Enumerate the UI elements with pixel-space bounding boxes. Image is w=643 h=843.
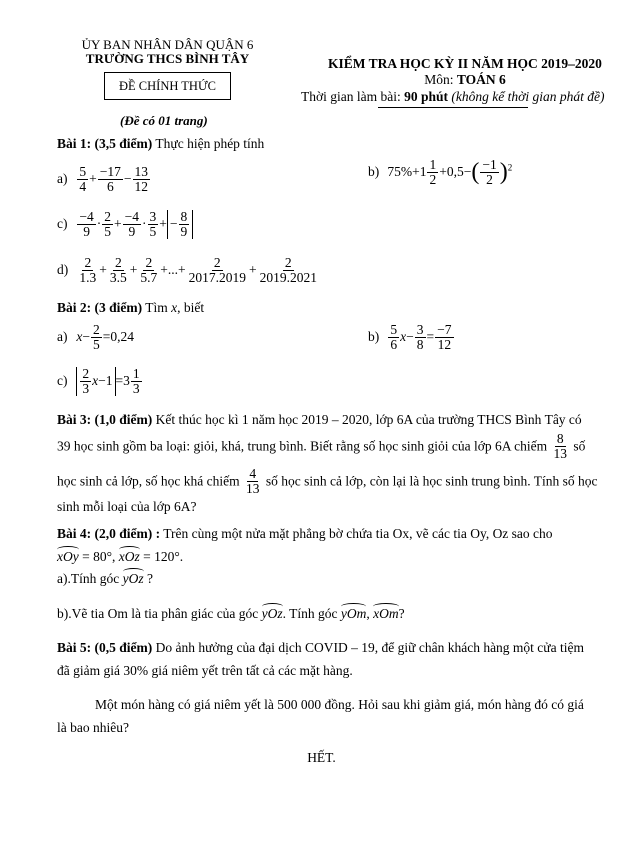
- committee-name: ỦY BAN NHÂN DÂN QUẬN 6: [81, 37, 254, 52]
- bai1-a-label: a): [57, 170, 68, 186]
- bai4-line1: [57, 526, 553, 542]
- bai4-title: Bài 4: (2,0 điểm) :: [57, 526, 161, 541]
- bai1-c-label: c): [57, 215, 68, 231]
- angle-yoz: yOz: [122, 571, 144, 586]
- bai4-eq1: = 80°,: [78, 549, 119, 564]
- angle-xom: xOm: [373, 606, 399, 621]
- bai4-part-a: [57, 571, 153, 587]
- time-prefix: Thời gian làm bài:: [301, 89, 405, 104]
- bai4-eq2: = 120°.: [139, 549, 184, 564]
- bai4-part-b: [57, 606, 405, 622]
- bai1-heading: [57, 136, 264, 152]
- time-line: [301, 89, 604, 105]
- bai5-text3: Một món hàng có giá niêm yết là 500 000 đồng. Hỏi sau khi giảm giá, món hàng đó có giá: [95, 697, 584, 712]
- angle-xoy: xOy: [57, 549, 79, 564]
- header-underline: [378, 107, 528, 108]
- bai3-line3: [57, 467, 597, 496]
- bai3-text2-end: số: [573, 438, 586, 454]
- bai3-frac2-den: 13: [245, 481, 260, 497]
- bai3-frac1-num: 8: [556, 431, 564, 446]
- angle-xoz: xOz: [118, 549, 140, 564]
- bai3-text2: 39 học sinh gồm ba loại: giỏi, khá, trung bình. Biết rằng số học sinh giỏi của lớp 6A chiếm: [57, 438, 548, 454]
- bai2-a-label: a): [57, 328, 68, 344]
- bai3-frac1-den: 13: [553, 446, 567, 462]
- bai2-desc-pre: Tìm: [145, 300, 172, 315]
- bai4-part-b-mid: . Tính góc: [282, 606, 341, 621]
- bai2-heading: [57, 300, 204, 316]
- bai3-frac2-num: 4: [249, 466, 257, 481]
- exam-title: KIỂM TRA HỌC KỲ II NĂM HỌC 2019–2020: [328, 56, 602, 71]
- bai5-text1: Do ảnh hưởng của đại dịch COVID – 19, để giữ chân khách hàng một cửa tiệm: [155, 640, 584, 655]
- bai4-part-b-end: ?: [398, 606, 405, 621]
- bai1-a: a) $\frac{5}{4}$ + $\frac{-17}{6}$ − $\frac{13}{12}$: [57, 164, 148, 195]
- bai3-text3: học sinh cả lớp, số học khá chiếm: [57, 473, 240, 489]
- bai5-line1: [57, 640, 584, 656]
- bai1-d: d) $\frac{2}{1.3}$ + $\frac{2}{3.5}$ + $\frac{2}{5.7}$ +...+ $\frac{2}{2017.2019}$ + $\frac{2}{2019.2021}$: [57, 255, 317, 286]
- bai2-b: b) $\frac{5}{6}$ x− $\frac{3}{8}$ = $\frac{-7}{12}$: [368, 322, 452, 353]
- end-marker: HẾT.: [307, 750, 336, 765]
- bai3-line1: [57, 412, 612, 428]
- official-badge: [104, 72, 231, 100]
- bai5-title: Bài 5: (0,5 điểm): [57, 640, 153, 655]
- bai1-d-label: d): [57, 261, 69, 277]
- subject-line: [300, 72, 630, 88]
- bai1-title: Bài 1: (3,5 điểm): [57, 136, 153, 151]
- angle-yom: yOm: [340, 606, 367, 621]
- bai4-text1: Trên cùng một nửa mặt phẳng bờ chứa tia Ox, vẽ các tia Oy, Oz sao cho: [163, 526, 553, 541]
- bai5-text4: là bao nhiêu?: [57, 720, 129, 735]
- bai1-b: b) 75%+1 $\frac{1}{2}$ +0,5−( $\frac{-1}{2}$ )$^2$: [368, 157, 513, 188]
- bai2-c: c) $\frac{2}{3}$ x−1 =3 $\frac{1}{3}$: [57, 366, 140, 397]
- bai2-desc-post: , biết: [177, 300, 205, 315]
- bai3-title: Bài 3: (1,0 điểm): [57, 412, 153, 427]
- bai2-c-label: c): [57, 372, 68, 388]
- bai3-text3-end: số học sinh cả lớp, còn lại là học sinh trung bình. Tính số học: [265, 473, 598, 489]
- bai2-b-label: b): [368, 328, 380, 344]
- page-count: (Đề có 01 trang): [120, 113, 208, 128]
- bai5-text2: đã giảm giá 30% giá niêm yết trên tất cả các mặt hàng.: [57, 663, 353, 678]
- bai2-a: a) x− $\frac{2}{5}$ =0,24: [57, 322, 134, 353]
- subject-name: TOÁN 6: [456, 72, 506, 87]
- bai1-c: c) $\frac{-4}{9}$ · $\frac{2}{5}$ + $\frac{-4}{9}$ · $\frac{3}{5}$ + − $\frac{8}{9}$: [57, 210, 193, 239]
- subject-prefix: Môn:: [424, 72, 457, 87]
- school-name: TRƯỜNG THCS BÌNH TÂY: [85, 51, 250, 66]
- bai4-line2: [57, 549, 183, 565]
- time-value: 90 phút: [404, 89, 449, 104]
- bai2-var: x: [171, 300, 178, 315]
- angle-yoz-2: yOz: [261, 606, 283, 621]
- time-note: (không kể thời gian phát đề): [451, 89, 605, 104]
- bai3-line2: [57, 432, 585, 461]
- bai4-part-a-end: ?: [143, 571, 153, 586]
- official-label: ĐỀ CHÍNH THỨC: [119, 79, 216, 93]
- bai3-text1: Kết thúc học kì 1 năm học 2019 – 2020, lớp 6A của trường THCS Bình Tây có: [155, 412, 582, 427]
- bai4-sep: ,: [366, 606, 374, 621]
- bai2-title: Bài 2: (3 điểm): [57, 300, 143, 315]
- bai3-text4: sinh mỗi loại của lớp 6A?: [57, 499, 197, 514]
- bai1-desc: Thực hiện phép tính: [155, 136, 265, 151]
- bai4-part-b-text: b).Vẽ tia Om là tia phân giác của góc: [57, 606, 262, 621]
- bai4-part-a-text: a).Tính góc: [57, 571, 123, 586]
- bai1-b-label: b): [368, 163, 380, 179]
